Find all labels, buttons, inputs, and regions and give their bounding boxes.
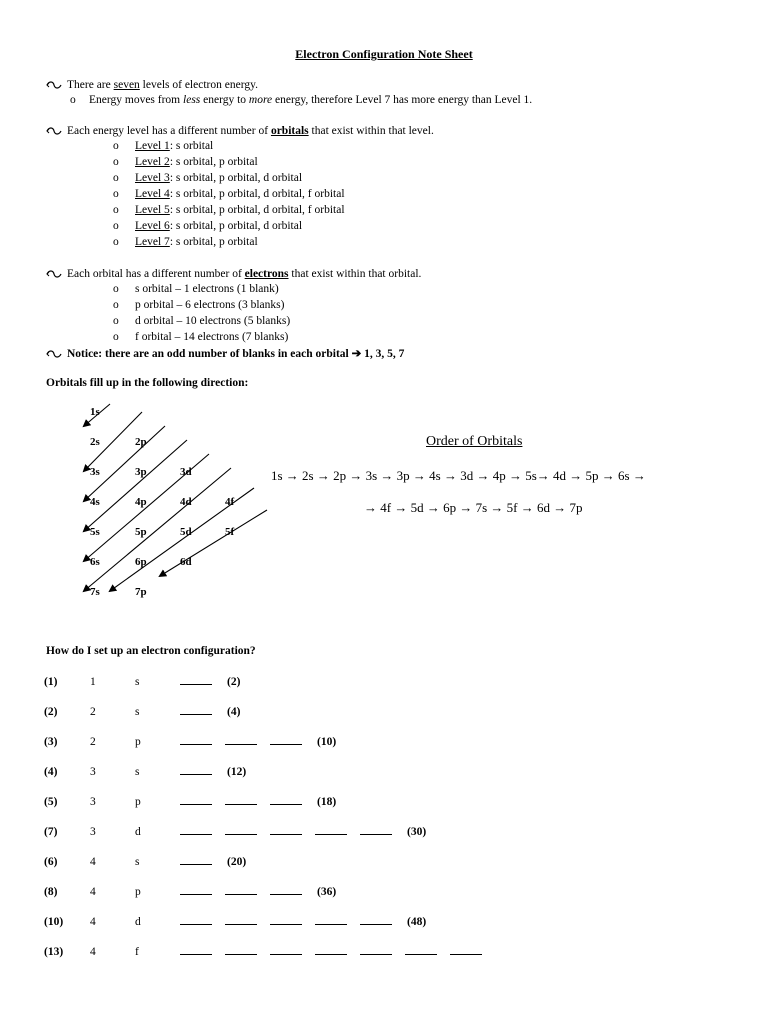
electron-blank[interactable]: [180, 734, 212, 745]
energy-level: 3: [90, 796, 96, 808]
running-total: (36): [317, 886, 337, 898]
orbital-label: 5f: [225, 526, 235, 538]
running-total: (10): [317, 736, 337, 748]
energy-level: 3: [90, 826, 96, 838]
running-total: (2): [227, 676, 241, 688]
electron-blank[interactable]: [180, 854, 212, 865]
orbital-label: 6s: [90, 556, 100, 568]
level-item: Level 7: s orbital, p orbital: [135, 236, 258, 248]
electron-blank[interactable]: [405, 944, 437, 955]
sub-bullet-marker: o: [113, 236, 119, 248]
energy-level: 4: [90, 856, 96, 868]
energy-level: 4: [90, 916, 96, 928]
running-total: (30): [407, 826, 427, 838]
hook-bullet-icon: [46, 349, 62, 359]
electron-blank[interactable]: [180, 674, 212, 685]
electron-blank[interactable]: [360, 914, 392, 925]
orbital-type: p: [135, 736, 141, 748]
electron-blank[interactable]: [180, 704, 212, 715]
energy-level: 4: [90, 946, 96, 958]
step-number: (13): [44, 946, 64, 958]
step-number: (2): [44, 706, 58, 718]
orbital-label: 3d: [180, 466, 192, 478]
orbital-type: s: [135, 766, 140, 778]
electron-blank[interactable]: [180, 824, 212, 835]
energy-direction-line: Energy moves from less energy to more energy, therefore Level 7 has more energy than Level 1.: [89, 94, 533, 106]
orbital-label: 2s: [90, 436, 100, 448]
order-line-1: 1s → 2s → 2p → 3s → 3p → 4s → 3d → 4p → 5s→ 4d → 5p → 6s →: [271, 468, 646, 483]
electrons-intro-line: Each orbital has a different number of electrons that exist within that orbital.: [67, 268, 422, 280]
orbital-type: s: [135, 706, 140, 718]
electron-blank[interactable]: [270, 884, 302, 895]
hook-bullet-icon: [46, 269, 62, 279]
running-total: (18): [317, 796, 337, 808]
energy-level: 4: [90, 886, 96, 898]
step-number: (1): [44, 676, 58, 688]
electron-blank[interactable]: [180, 794, 212, 805]
running-total: (20): [227, 856, 247, 868]
energy-level: 3: [90, 766, 96, 778]
orbital-electron-item: d orbital – 10 electrons (5 blanks): [135, 315, 291, 327]
sub-bullet-marker: o: [113, 299, 119, 311]
electron-blank[interactable]: [270, 794, 302, 805]
step-number: (4): [44, 766, 58, 778]
sub-bullet-marker: o: [113, 315, 119, 327]
orbital-label: 4d: [180, 496, 192, 508]
level-item: Level 4: s orbital, p orbital, d orbital, f orbital: [135, 188, 345, 200]
orbital-type: d: [135, 826, 141, 838]
sub-bullet-marker: o: [113, 220, 119, 232]
sub-bullet-marker: o: [113, 172, 119, 184]
electron-blank[interactable]: [225, 794, 257, 805]
electron-blank[interactable]: [225, 824, 257, 835]
orbital-label: 5d: [180, 526, 192, 538]
orbital-label: 4p: [135, 496, 147, 508]
orbital-label: 6p: [135, 556, 147, 568]
orbital-type: s: [135, 856, 140, 868]
order-line-2: → 4f → 5d → 6p → 7s → 5f → 6d → 7p: [364, 500, 583, 515]
diagonal-arrow: [84, 468, 231, 591]
orbital-type: f: [135, 946, 139, 958]
orbital-electron-item: f orbital – 14 electrons (7 blanks): [135, 331, 289, 343]
electron-blank[interactable]: [360, 944, 392, 955]
step-number: (8): [44, 886, 58, 898]
level-item: Level 1: s orbital: [135, 140, 214, 152]
electron-blank[interactable]: [270, 824, 302, 835]
level-item: Level 5: s orbital, p orbital, d orbital, f orbital: [135, 204, 345, 216]
hook-bullet-icon: [46, 80, 62, 90]
energy-level: 1: [90, 676, 96, 688]
notice-line: Notice: there are an odd number of blanks in each orbital ➔ 1, 3, 5, 7: [67, 348, 405, 360]
orbital-type: p: [135, 796, 141, 808]
electron-blank[interactable]: [270, 914, 302, 925]
electron-blank[interactable]: [315, 944, 347, 955]
orbital-label: 7s: [90, 586, 100, 598]
page-title: Electron Configuration Note Sheet: [295, 47, 473, 61]
orbital-label: 4f: [225, 496, 235, 508]
electron-blank[interactable]: [180, 944, 212, 955]
orbital-type: p: [135, 886, 141, 898]
sub-bullet-marker: o: [113, 140, 119, 152]
orbital-label: 2p: [135, 436, 147, 448]
running-total: (48): [407, 916, 427, 928]
fill-direction-heading: Orbitals fill up in the following direction:: [46, 377, 249, 389]
orbital-label: 6d: [180, 556, 192, 568]
step-number: (6): [44, 856, 58, 868]
electron-blank[interactable]: [225, 914, 257, 925]
sub-bullet-marker: o: [113, 204, 119, 216]
step-number: (7): [44, 826, 58, 838]
electron-blank[interactable]: [225, 734, 257, 745]
electron-blank[interactable]: [225, 884, 257, 895]
orbitals-intro-line: Each energy level has a different number of orbitals that exist within that level.: [67, 125, 434, 137]
level-item: Level 6: s orbital, p orbital, d orbital: [135, 220, 303, 232]
orbital-label: 7p: [135, 586, 147, 598]
sub-bullet-marker: o: [113, 283, 119, 295]
orbital-label: 3p: [135, 466, 147, 478]
level-item: Level 3: s orbital, p orbital, d orbital: [135, 172, 303, 184]
electron-blank[interactable]: [315, 824, 347, 835]
orbital-label: 4s: [90, 496, 100, 508]
electron-blank[interactable]: [270, 734, 302, 745]
electron-blank[interactable]: [450, 944, 482, 955]
step-number: (10): [44, 916, 64, 928]
electron-blank[interactable]: [270, 944, 302, 955]
electron-blank[interactable]: [180, 764, 212, 775]
setup-heading: How do I set up an electron configuration?: [46, 645, 256, 657]
step-number: (3): [44, 736, 58, 748]
running-total: (4): [227, 706, 241, 718]
electron-blank[interactable]: [225, 944, 257, 955]
running-total: (12): [227, 766, 247, 778]
diagonal-arrow: [160, 510, 267, 576]
aufbau-diagonal-diagram: [70, 398, 280, 613]
hook-bullet-icon: [46, 126, 62, 136]
orbital-label: 3s: [90, 466, 100, 478]
order-heading: Order of Orbitals: [426, 434, 523, 449]
step-number: (5): [44, 796, 58, 808]
orbital-type: s: [135, 676, 140, 688]
orbital-electron-item: s orbital – 1 electrons (1 blank): [135, 283, 279, 295]
energy-level: 2: [90, 706, 96, 718]
electron-blank[interactable]: [180, 884, 212, 895]
sub-bullet-marker: o: [70, 94, 76, 106]
sub-bullet-marker: o: [113, 331, 119, 343]
orbital-label: 5p: [135, 526, 147, 538]
orbital-label: 1s: [90, 406, 100, 418]
orbital-electron-item: p orbital – 6 electrons (3 blanks): [135, 299, 285, 311]
sub-bullet-marker: o: [113, 156, 119, 168]
electron-blank[interactable]: [315, 914, 347, 925]
energy-level: 2: [90, 736, 96, 748]
level-item: Level 2: s orbital, p orbital: [135, 156, 258, 168]
sub-bullet-marker: o: [113, 188, 119, 200]
energy-levels-line: There are seven levels of electron energy.: [67, 79, 258, 91]
orbital-type: d: [135, 916, 141, 928]
orbital-label: 5s: [90, 526, 100, 538]
electron-blank[interactable]: [360, 824, 392, 835]
electron-blank[interactable]: [180, 914, 212, 925]
